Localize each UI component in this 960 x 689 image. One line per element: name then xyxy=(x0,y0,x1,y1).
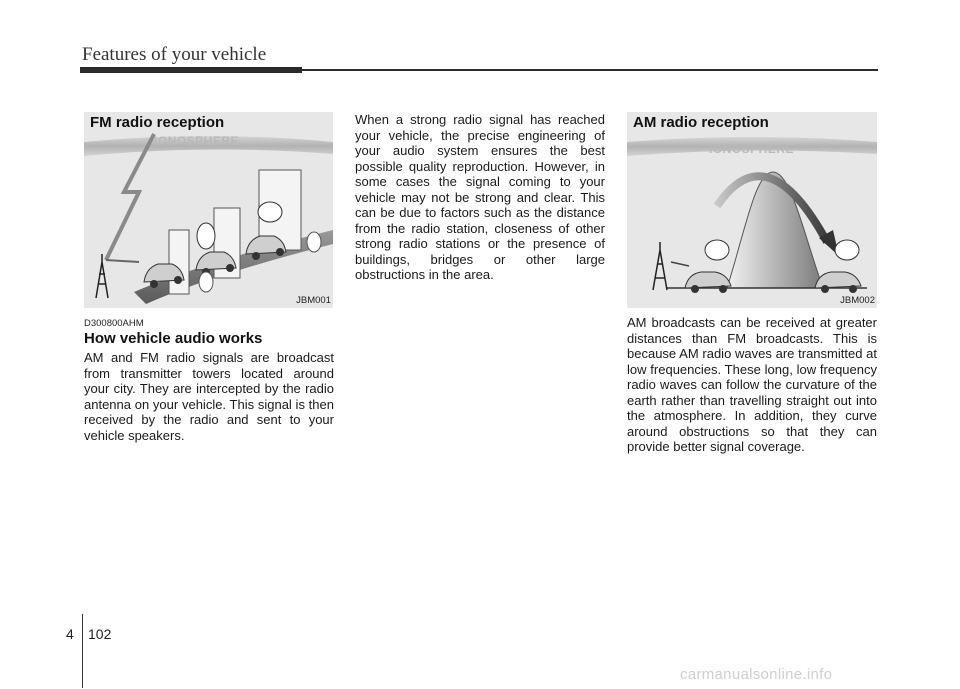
footer-rule xyxy=(82,614,83,688)
paragraph-am-broadcasts: AM broadcasts can be received at greater distances than FM broadcasts. This is because AM radio waves are transmitted at low frequencies. These long, low frequency radio waves can follow the curvature of the earth rather than travelling straight out into the atmosphere. In addition, they curve around obstructions so that they can provide better signal coverage. xyxy=(627,315,877,454)
paragraph-strong-signal: When a strong radio signal has reached your vehicle, the precise engineering of your audio system ensures the best possible quality reproduction. However, in some cases the signal coming to your vehicle may not be strong and clear. This can be due to factors such as the distance from the radio station, closeness of other strong radio stations or the presence of buildings, bridges or other large obstructions in the area. xyxy=(355,112,605,282)
ionosphere-label: IONOSPHERE xyxy=(709,142,795,156)
section-code: D300800AHM xyxy=(84,318,144,329)
fm-reception-figure xyxy=(84,112,333,308)
paragraph-signals: AM and FM radio signals are broadcast from transmitter towers located around your city. They are intercepted by the radio antenna on your vehicle. This signal is then received by the radio and sent to your vehicle speakers. xyxy=(84,350,334,443)
car-icon xyxy=(815,272,861,293)
watermark: carmanualsonline.info xyxy=(680,666,833,683)
building xyxy=(169,230,189,294)
page-number: 102 xyxy=(88,626,112,642)
transmitter-tower-icon xyxy=(653,242,667,290)
section-heading: How vehicle audio works xyxy=(84,330,263,347)
am-figure-title: AM radio reception xyxy=(633,114,769,131)
header-rule-thick xyxy=(80,67,302,73)
am-reception-figure xyxy=(627,112,877,308)
music-bubble-icon xyxy=(835,240,859,260)
signal-ray xyxy=(671,262,689,266)
mountain xyxy=(727,172,823,288)
page-chapter: 4 xyxy=(66,626,74,642)
am-figure-code: JBM002 xyxy=(840,295,875,306)
fm-figure-code: JBM001 xyxy=(296,295,331,306)
car-icon xyxy=(685,272,731,293)
header-rule-thin xyxy=(302,69,878,71)
signal-ray xyxy=(106,260,139,262)
music-bubble-icon xyxy=(258,202,282,222)
page-header-title: Features of your vehicle xyxy=(82,44,267,65)
fm-figure-title: FM radio reception xyxy=(90,114,225,131)
static-bubble-icon xyxy=(197,223,215,249)
music-bubble-icon xyxy=(705,240,729,260)
ionosphere-label: IONOSPHERE xyxy=(154,134,240,148)
